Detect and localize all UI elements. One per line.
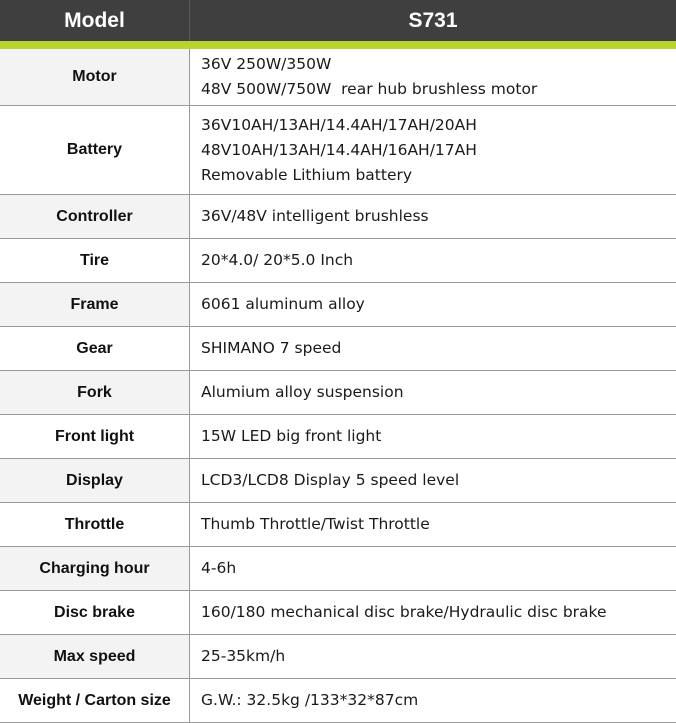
table-row — [0, 591, 676, 635]
spec-value-line: SHIMANO 7 speed — [201, 339, 342, 357]
header-model-value: S731 — [408, 8, 458, 32]
spec-value — [190, 547, 676, 590]
spec-value-line: 160/180 mechanical disc brake/Hydraulic disc brake — [201, 603, 607, 621]
table-row — [0, 283, 676, 327]
spec-value — [190, 415, 676, 458]
spec-value-line: 25-35km/h — [201, 647, 286, 665]
spec-label: Throttle — [0, 503, 190, 546]
spec-value-line: 36V10AH/13AH/14.4AH/17AH/20AH — [201, 115, 477, 134]
spec-value-line: Alumium alloy suspension — [201, 383, 404, 401]
spec-value — [190, 371, 676, 414]
spec-value-line: 48V 500W/750W rear hub brushless motor — [201, 80, 538, 98]
spec-value — [190, 635, 676, 678]
header-model-label: Model — [0, 0, 190, 41]
spec-label: Disc brake — [0, 591, 190, 634]
spec-label: Tire — [0, 239, 190, 282]
table-row — [0, 459, 676, 503]
spec-value-line: Thumb Throttle/Twist Throttle — [201, 515, 430, 533]
table-row — [0, 195, 676, 239]
spec-value — [190, 679, 676, 722]
spec-label: Front light — [0, 415, 190, 458]
spec-label: Display — [0, 459, 190, 502]
spec-value-line: 36V/48V intelligent brushless — [201, 207, 429, 225]
table-header — [0, 0, 676, 41]
table-row — [0, 49, 676, 106]
spec-label: Motor — [0, 49, 190, 105]
table-body — [0, 49, 676, 723]
spec-value — [190, 459, 676, 502]
table-row — [0, 635, 676, 679]
spec-label: Battery — [0, 106, 190, 194]
spec-value-line: 20*4.0/ 20*5.0 Inch — [201, 251, 354, 269]
spec-value — [190, 239, 676, 282]
spec-label: Controller — [0, 195, 190, 238]
table-row — [0, 679, 676, 723]
spec-value-line: 6061 aluminum alloy — [201, 295, 365, 313]
table-row — [0, 106, 676, 195]
spec-label: Frame — [0, 283, 190, 326]
spec-label: Max speed — [0, 635, 190, 678]
spec-label: Weight / Carton size — [0, 679, 190, 722]
table-row — [0, 415, 676, 459]
spec-value — [190, 49, 676, 105]
spec-label: Charging hour — [0, 547, 190, 590]
table-row — [0, 239, 676, 283]
spec-value-line: LCD3/LCD8 Display 5 speed level — [201, 471, 460, 489]
spec-label: Fork — [0, 371, 190, 414]
table-row — [0, 547, 676, 591]
spec-label: Gear — [0, 327, 190, 370]
spec-value-line: G.W.: 32.5kg /133*32*87cm — [201, 691, 419, 709]
spec-value-line: 36V 250W/350W — [201, 55, 332, 73]
spec-value — [190, 503, 676, 546]
table-row — [0, 503, 676, 547]
spec-value-line: Removable Lithium battery — [201, 165, 413, 184]
spec-value-line: 48V10AH/13AH/14.4AH/16AH/17AH — [201, 140, 477, 159]
spec-value — [190, 106, 676, 194]
spec-value-line: 15W LED big front light — [201, 427, 382, 445]
spec-value — [190, 591, 676, 634]
spec-value-line: 4-6h — [201, 559, 237, 577]
table-row — [0, 371, 676, 415]
spec-value — [190, 327, 676, 370]
accent-bar — [0, 41, 676, 49]
spec-value — [190, 195, 676, 238]
spec-value — [190, 283, 676, 326]
table-row — [0, 327, 676, 371]
